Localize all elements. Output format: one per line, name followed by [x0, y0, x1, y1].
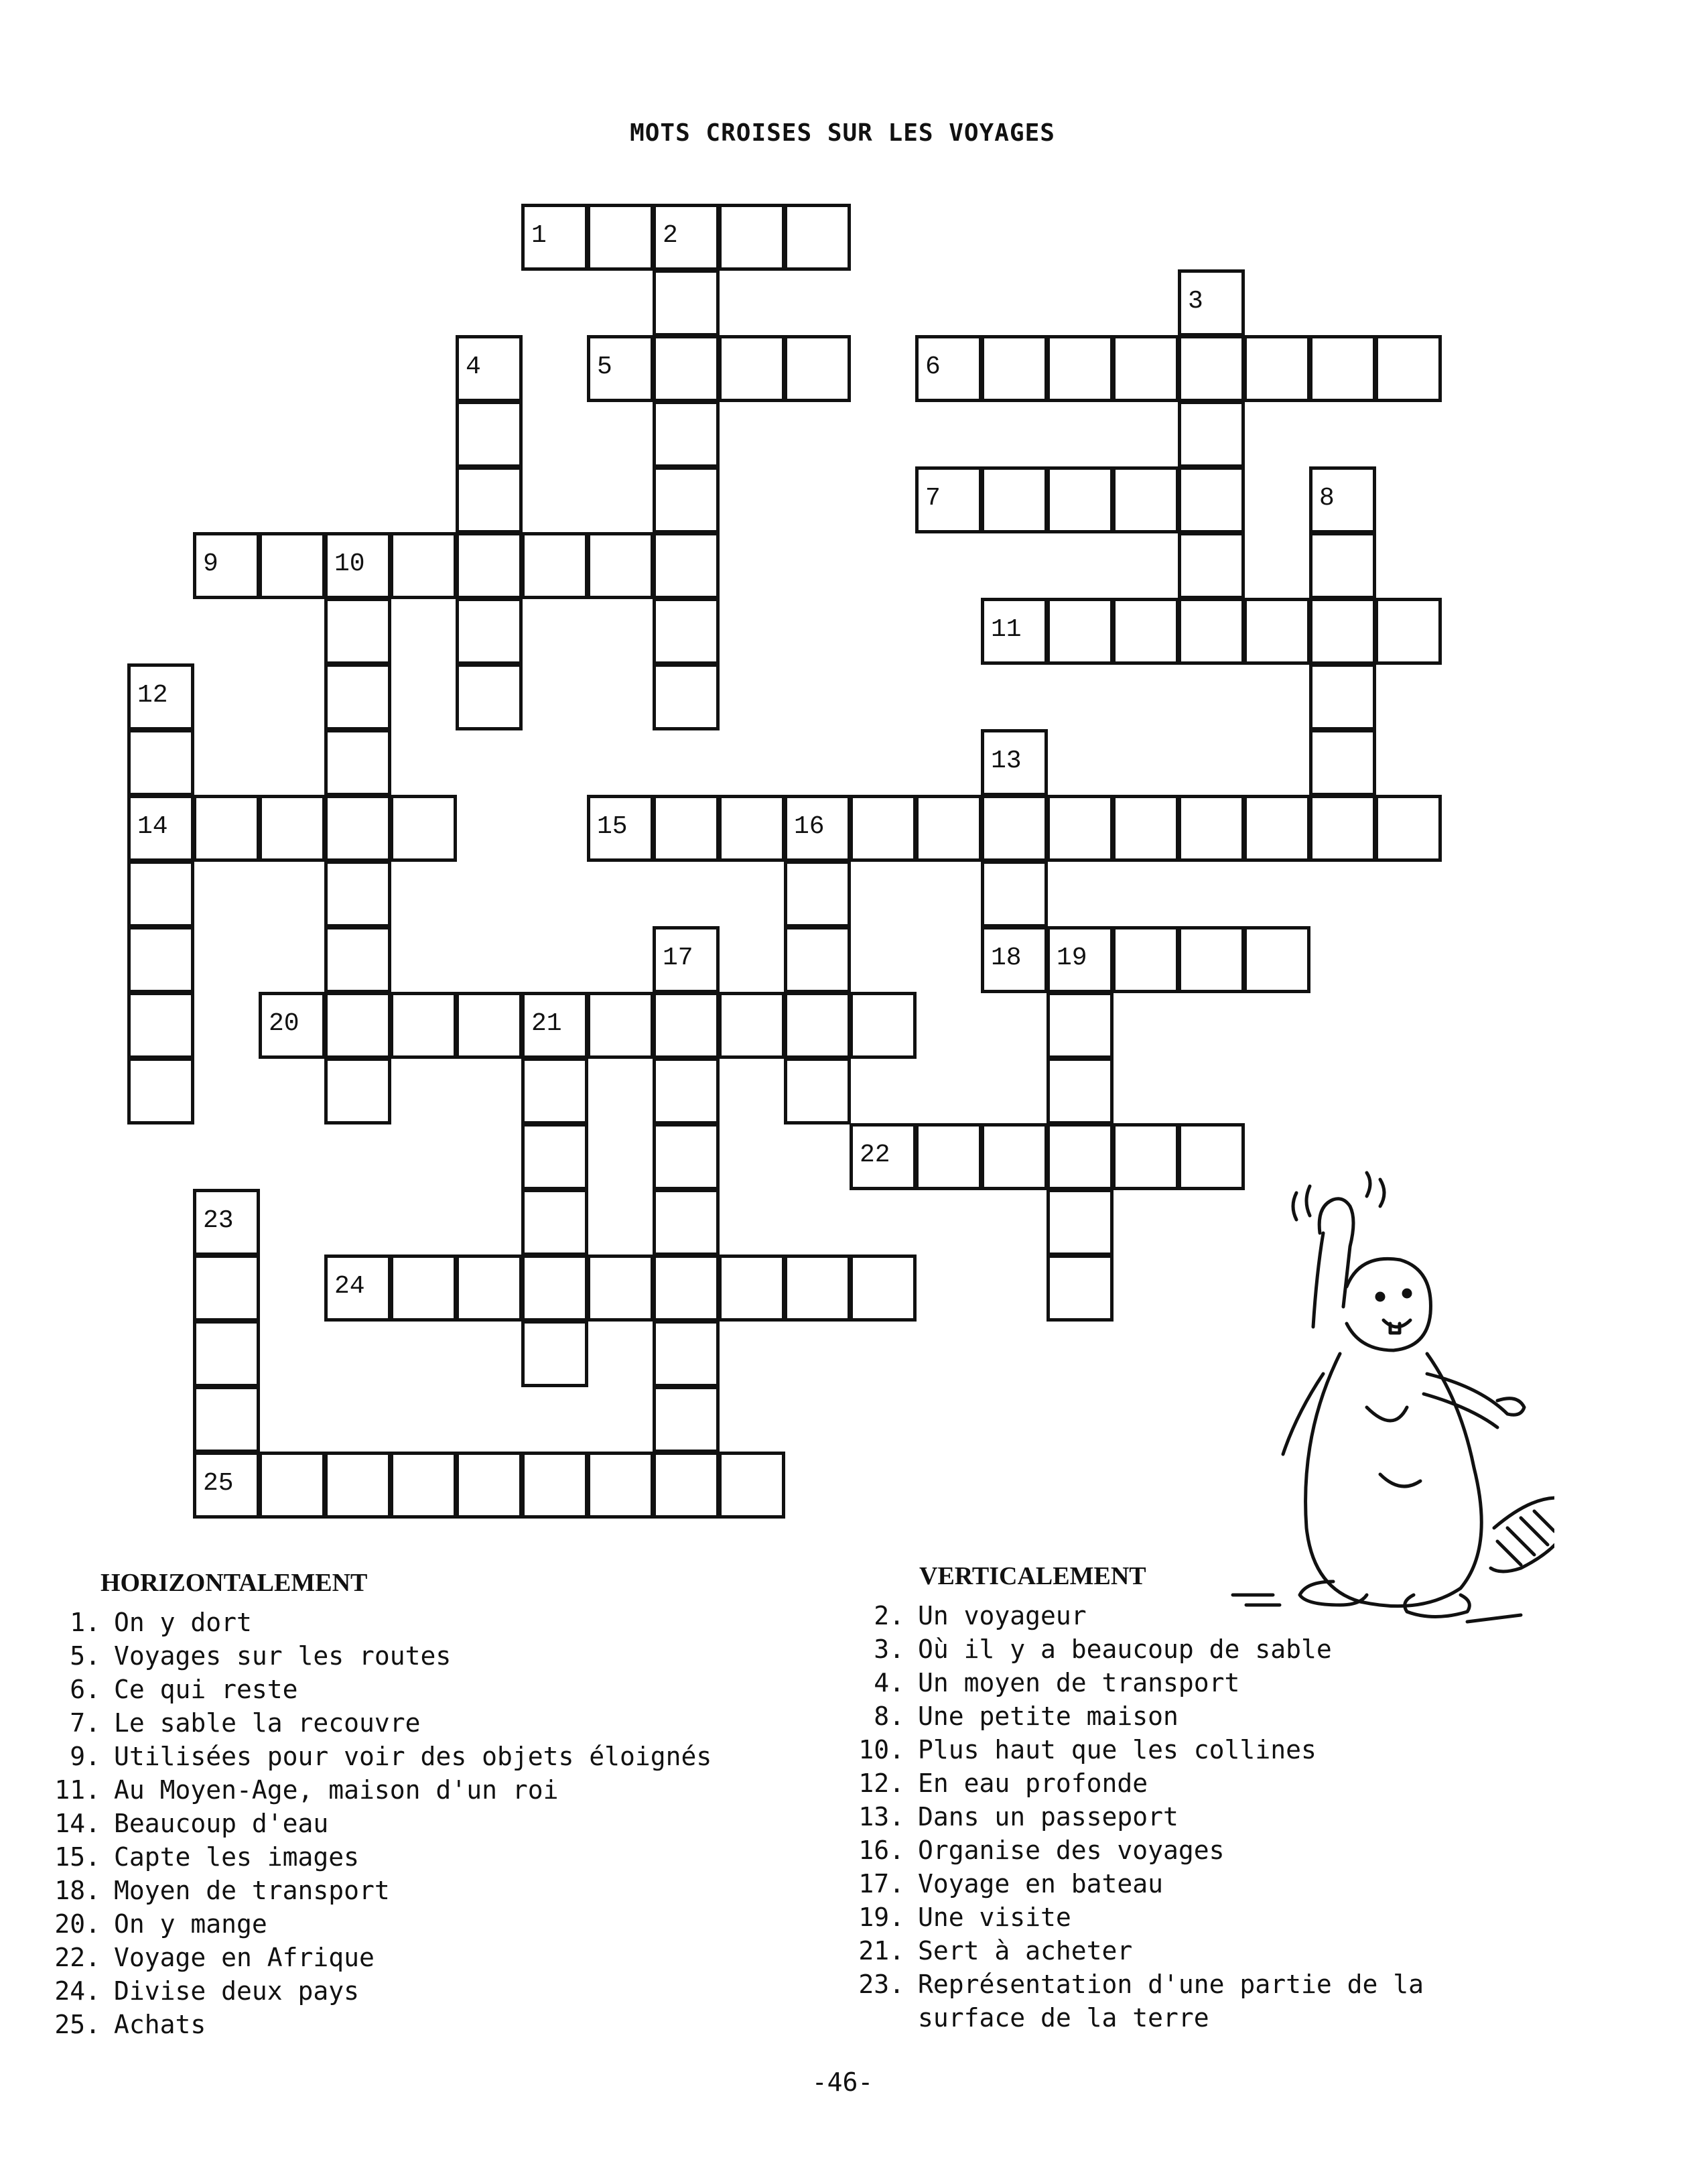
- crossword-cell[interactable]: [324, 1255, 391, 1322]
- crossword-cell[interactable]: [1309, 729, 1376, 796]
- clue-across-1: 1. On y dort: [70, 1608, 252, 1637]
- clue-across-25: 25. Achats: [54, 2010, 206, 2039]
- clue-down-2: 2. Un voyageur: [874, 1601, 1087, 1630]
- crossword-cell[interactable]: [718, 1452, 785, 1519]
- crossword-cell[interactable]: [915, 335, 982, 402]
- crossword-cell[interactable]: [653, 1452, 720, 1519]
- clue-number: 11: [991, 615, 1022, 644]
- crossword-cell[interactable]: [718, 204, 785, 271]
- crossword-cell[interactable]: [653, 598, 720, 665]
- crossword-cell[interactable]: [1243, 926, 1310, 993]
- crossword-cell[interactable]: [587, 992, 654, 1059]
- crossword-cell[interactable]: [1178, 335, 1245, 402]
- waving-beaver-illustration: [1179, 1153, 1554, 1635]
- crossword-cell[interactable]: [981, 1123, 1048, 1190]
- clue-down-8: 8. Une petite maison: [874, 1701, 1178, 1731]
- clue-number: 24: [334, 1272, 365, 1301]
- crossword-cell[interactable]: [324, 729, 391, 796]
- crossword-cell[interactable]: [1309, 795, 1376, 862]
- crossword-cell[interactable]: [259, 795, 326, 862]
- crossword-cell[interactable]: [127, 663, 194, 730]
- crossword-cell[interactable]: [587, 532, 654, 599]
- crossword-cell[interactable]: [653, 1189, 720, 1256]
- clue-number: 3: [1188, 287, 1203, 316]
- clue-number: 20: [269, 1009, 299, 1038]
- crossword-cell[interactable]: [653, 1320, 720, 1387]
- crossword-cell[interactable]: [324, 992, 391, 1059]
- crossword-cell[interactable]: [324, 532, 391, 599]
- crossword-cell[interactable]: [324, 598, 391, 665]
- crossword-cell[interactable]: [1178, 269, 1245, 336]
- crossword-cell[interactable]: [456, 1255, 523, 1322]
- crossword-cell[interactable]: [1309, 466, 1376, 533]
- crossword-cell[interactable]: [587, 1255, 654, 1322]
- crossword-cell[interactable]: [653, 401, 720, 468]
- crossword-cell[interactable]: [784, 860, 851, 927]
- crossword-cell[interactable]: [718, 795, 785, 862]
- crossword-cell[interactable]: [653, 335, 720, 402]
- crossword-cell[interactable]: [324, 1452, 391, 1519]
- clue-down-13: 13. Dans un passeport: [858, 1802, 1178, 1832]
- crossword-cell[interactable]: [456, 992, 523, 1059]
- page-title: MOTS CROISES SUR LES VOYAGES: [630, 119, 1055, 147]
- crossword-cell[interactable]: [1178, 598, 1245, 665]
- crossword-cell[interactable]: [1309, 663, 1376, 730]
- clue-down-12: 12. En eau profonde: [858, 1769, 1148, 1798]
- crossword-cell[interactable]: [1047, 1123, 1114, 1190]
- clue-across-9: 9. Utilisées pour voir des objets éloignés: [70, 1742, 712, 1771]
- clue-across-7: 7. Le sable la recouvre: [70, 1708, 421, 1738]
- page-number: -46-: [811, 2067, 874, 2097]
- crossword-cell[interactable]: [390, 1452, 457, 1519]
- clue-across-24: 24. Divise deux pays: [54, 1976, 360, 2006]
- clue-number: 22: [860, 1141, 890, 1169]
- crossword-cell[interactable]: [259, 1452, 326, 1519]
- crossword-cell[interactable]: [1375, 335, 1442, 402]
- clue-across-15: 15. Capte les images: [54, 1842, 360, 1872]
- crossword-cell[interactable]: [324, 663, 391, 730]
- crossword-cell[interactable]: [981, 795, 1048, 862]
- clue-number: 14: [137, 812, 168, 841]
- crossword-cell[interactable]: [1112, 1123, 1179, 1190]
- crossword-cell[interactable]: [653, 795, 720, 862]
- crossword-cell[interactable]: [850, 992, 917, 1059]
- crossword-cell[interactable]: [653, 1057, 720, 1125]
- clue-down-4: 4. Un moyen de transport: [874, 1668, 1240, 1697]
- clue-down-3: 3. Où il y a beaucoup de sable: [874, 1634, 1332, 1664]
- crossword-cell[interactable]: [784, 795, 851, 862]
- clue-number: 21: [531, 1009, 562, 1038]
- crossword-cell[interactable]: [1375, 795, 1442, 862]
- crossword-cell[interactable]: [127, 795, 194, 862]
- crossword-cell[interactable]: [193, 1320, 260, 1387]
- crossword-cell[interactable]: [653, 532, 720, 599]
- crossword-cell[interactable]: [981, 335, 1048, 402]
- clue-across-20: 20. On y mange: [54, 1909, 267, 1939]
- crossword-cell[interactable]: [1178, 466, 1245, 533]
- clue-number: 12: [137, 681, 168, 710]
- crossword-cell[interactable]: [850, 1255, 917, 1322]
- crossword-cell[interactable]: [259, 992, 326, 1059]
- crossword-cell[interactable]: [1047, 795, 1114, 862]
- crossword-cell[interactable]: [981, 926, 1048, 993]
- clue-number: 13: [991, 747, 1022, 775]
- clue-number: 4: [466, 352, 481, 381]
- clue-number: 10: [334, 550, 365, 578]
- crossword-cell[interactable]: [587, 335, 654, 402]
- clue-number: 1: [531, 221, 547, 250]
- crossword-cell[interactable]: [193, 532, 260, 599]
- crossword-cell[interactable]: [587, 1452, 654, 1519]
- crossword-cell[interactable]: [521, 1452, 588, 1519]
- crossword-cell[interactable]: [127, 926, 194, 993]
- crossword-cell[interactable]: [456, 466, 523, 533]
- crossword-cell[interactable]: [1112, 335, 1179, 402]
- crossword-cell[interactable]: [915, 795, 982, 862]
- crossword-cell[interactable]: [324, 795, 391, 862]
- clue-across-14: 14. Beaucoup d'eau: [54, 1809, 329, 1838]
- crossword-cell[interactable]: [718, 992, 785, 1059]
- clue-down-21: 21. Sert à acheter: [858, 1936, 1133, 1966]
- clue-number: 6: [925, 352, 941, 381]
- crossword-cell[interactable]: [1047, 1189, 1114, 1256]
- crossword-cell[interactable]: [1047, 992, 1114, 1059]
- crossword-cell[interactable]: [193, 1386, 260, 1453]
- crossword-cell[interactable]: [981, 729, 1048, 796]
- crossword-cell[interactable]: [653, 663, 720, 730]
- clue-down-19: 19. Une visite: [858, 1903, 1071, 1932]
- clue-number: 7: [925, 484, 941, 513]
- crossword-cell[interactable]: [1309, 335, 1376, 402]
- clue-across-18: 18. Moyen de transport: [54, 1876, 390, 1905]
- crossword-cell[interactable]: [193, 1255, 260, 1322]
- crossword-cell[interactable]: [1047, 335, 1114, 402]
- crossword-cell[interactable]: [521, 204, 588, 271]
- crossword-cell[interactable]: [1178, 401, 1245, 468]
- clue-number: 15: [597, 812, 628, 841]
- crossword-cell[interactable]: [456, 1452, 523, 1519]
- crossword-cell[interactable]: [521, 992, 588, 1059]
- crossword-cell[interactable]: [784, 992, 851, 1059]
- crossword-cell[interactable]: [1178, 926, 1245, 993]
- crossword-cell[interactable]: [521, 1255, 588, 1322]
- crossword-cell[interactable]: [1112, 598, 1179, 665]
- clue-across-6: 6. Ce qui reste: [70, 1675, 298, 1704]
- crossword-cell[interactable]: [1375, 598, 1442, 665]
- crossword-cell[interactable]: [784, 204, 851, 271]
- crossword-cell[interactable]: [915, 1123, 982, 1190]
- crossword-cell[interactable]: [850, 1123, 917, 1190]
- crossword-cell[interactable]: [390, 532, 457, 599]
- crossword-cell[interactable]: [456, 663, 523, 730]
- clue-number: 17: [663, 944, 693, 972]
- crossword-cell[interactable]: [1243, 335, 1310, 402]
- crossword-cell[interactable]: [784, 1057, 851, 1125]
- clue-number: 5: [597, 352, 612, 381]
- crossword-cell[interactable]: [521, 1320, 588, 1387]
- crossword-cell[interactable]: [850, 795, 917, 862]
- crossword-cell[interactable]: [1047, 466, 1114, 533]
- crossword-cell[interactable]: [1047, 598, 1114, 665]
- crossword-cell[interactable]: [915, 466, 982, 533]
- clue-across-11: 11. Au Moyen-Age, maison d'un roi: [54, 1775, 559, 1805]
- crossword-cell[interactable]: [784, 335, 851, 402]
- crossword-cell[interactable]: [390, 992, 457, 1059]
- clue-down-16: 16. Organise des voyages: [858, 1836, 1225, 1865]
- crossword-cell[interactable]: [259, 532, 326, 599]
- crossword-cell[interactable]: [1309, 532, 1376, 599]
- crossword-cell[interactable]: [521, 1189, 588, 1256]
- crossword-cell[interactable]: [1178, 532, 1245, 599]
- crossword-cell[interactable]: [718, 335, 785, 402]
- crossword-cell[interactable]: [456, 598, 523, 665]
- crossword-cell[interactable]: [653, 1386, 720, 1453]
- crossword-cell[interactable]: [193, 1452, 260, 1519]
- clue-down-10: 10. Plus haut que les collines: [858, 1735, 1317, 1764]
- crossword-cell[interactable]: [653, 1255, 720, 1322]
- crossword-cell[interactable]: [324, 860, 391, 927]
- crossword-cell[interactable]: [1047, 926, 1114, 993]
- clue-number: 23: [203, 1206, 234, 1235]
- crossword-cell[interactable]: [1178, 795, 1245, 862]
- clue-number: 2: [663, 221, 678, 250]
- clue-down-17: 17. Voyage en bateau: [858, 1869, 1164, 1899]
- crossword-cell[interactable]: [390, 1255, 457, 1322]
- clue-number: 9: [203, 550, 218, 578]
- crossword-cell[interactable]: [1047, 1057, 1114, 1125]
- clue-number: 8: [1319, 484, 1335, 513]
- crossword-cell[interactable]: [324, 926, 391, 993]
- crossword-cell[interactable]: [587, 204, 654, 271]
- crossword-cell[interactable]: [653, 992, 720, 1059]
- crossword-cell[interactable]: [587, 795, 654, 862]
- crossword-cell[interactable]: [981, 860, 1048, 927]
- crossword-cell[interactable]: [127, 729, 194, 796]
- crossword-cell[interactable]: [653, 1123, 720, 1190]
- clue-across-22: 22. Voyage en Afrique: [54, 1943, 375, 1972]
- crossword-cell[interactable]: [521, 532, 588, 599]
- across-heading: HORIZONTALEMENT: [100, 1569, 368, 1597]
- crossword-cell[interactable]: [1243, 598, 1310, 665]
- crossword-cell[interactable]: [1112, 926, 1179, 993]
- crossword-cell[interactable]: [981, 466, 1048, 533]
- crossword-cell[interactable]: [1112, 466, 1179, 533]
- crossword-cell[interactable]: [1112, 795, 1179, 862]
- crossword-cell[interactable]: [1047, 1255, 1114, 1322]
- crossword-cell[interactable]: [324, 1057, 391, 1125]
- crossword-cell[interactable]: [718, 1255, 785, 1322]
- crossword-cell[interactable]: [521, 1057, 588, 1125]
- crossword-cell[interactable]: [127, 1057, 194, 1125]
- crossword-cell[interactable]: [1309, 598, 1376, 665]
- crossword-cell[interactable]: [193, 1189, 260, 1256]
- clue-down-23: 23. Représentation d'une partie de la: [858, 1970, 1424, 1999]
- crossword-cell[interactable]: [456, 532, 523, 599]
- clue-number: 16: [794, 812, 825, 841]
- crossword-cell[interactable]: [193, 795, 260, 862]
- crossword-cell[interactable]: [653, 466, 720, 533]
- crossword-cell[interactable]: [653, 269, 720, 336]
- crossword-cell[interactable]: [127, 992, 194, 1059]
- crossword-cell[interactable]: [521, 1123, 588, 1190]
- crossword-cell[interactable]: [390, 795, 457, 862]
- crossword-cell[interactable]: [653, 926, 720, 993]
- clue-across-5: 5. Voyages sur les routes: [70, 1641, 452, 1671]
- crossword-cell[interactable]: [784, 1255, 851, 1322]
- clue-number: 19: [1057, 944, 1087, 972]
- clue-down-23-continued: surface de la terre: [918, 2003, 1209, 2033]
- clue-number: 25: [203, 1469, 234, 1498]
- crossword-cell[interactable]: [653, 204, 720, 271]
- down-heading: VERTICALEMENT: [919, 1562, 1146, 1590]
- clue-number: 18: [991, 944, 1022, 972]
- crossword-cell[interactable]: [981, 598, 1048, 665]
- crossword-cell[interactable]: [456, 335, 523, 402]
- crossword-cell[interactable]: [127, 860, 194, 927]
- crossword-cell[interactable]: [1243, 795, 1310, 862]
- crossword-cell[interactable]: [456, 401, 523, 468]
- crossword-cell[interactable]: [784, 926, 851, 993]
